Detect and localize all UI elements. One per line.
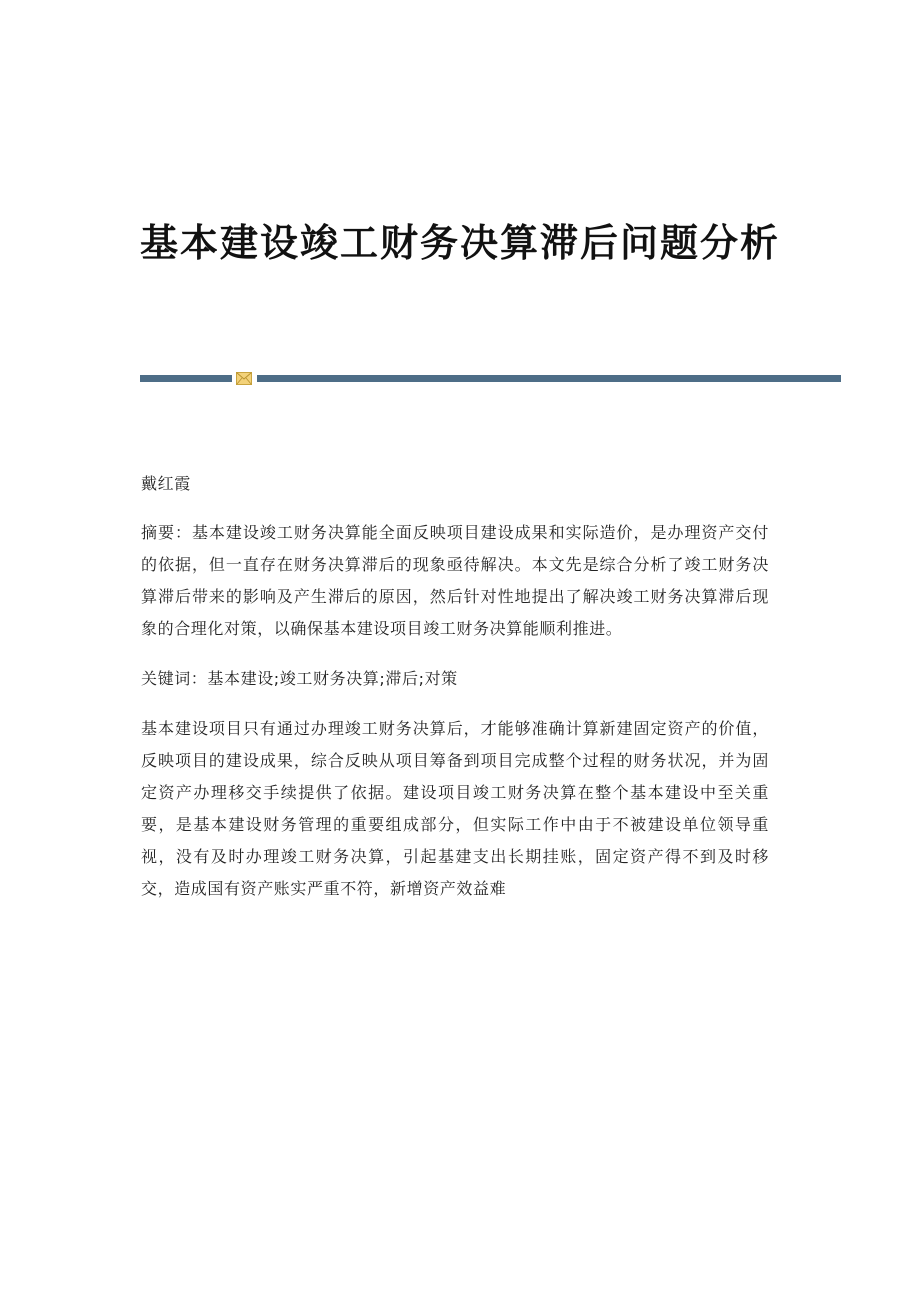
- page-title: 基本建设竣工财务决算滞后问题分析: [139, 220, 780, 265]
- author-name: 戴红霞: [141, 474, 191, 493]
- keywords-paragraph: 关键词：基本建设;竣工财务决算;滞后;对策: [141, 669, 458, 688]
- envelope-icon: [236, 372, 252, 385]
- document-body: [141, 468, 769, 923]
- divider-bar-right: [257, 375, 841, 382]
- body-paragraph: 基本建设项目只有通过办理竣工财务决算后，才能够准确计算新建固定资产的价值，反映项目的建设成果，综合反映从项目筹备到项目完成整个过程的财务状况，并为固定资产办理移交手续提供了依据。建设项目竣工财务决算在整个基本建设中至关重要，是基本建设财务管理的重要组成部分，但实际工作中由于不被建设单位领导重视，没有及时办理竣工财务决算，引起基建支出长期挂账，固定资产得不到及时移交，造成国有资产账实严重不符，新增资产效益难: [141, 719, 769, 898]
- abstract-paragraph: 摘要：基本建设竣工财务决算能全面反映项目建设成果和实际造价，是办理资产交付的依据，但一直存在财务决算滞后的现象亟待解决。本文先是综合分析了竣工财务决算滞后带来的影响及产生滞后的原因，然后针对性地提出了解决竣工财务决算滞后现象的合理化对策，以确保基本建设项目竣工财务决算能顺利推进。: [141, 523, 769, 638]
- title-divider: [140, 372, 841, 386]
- divider-bar-left: [140, 375, 232, 382]
